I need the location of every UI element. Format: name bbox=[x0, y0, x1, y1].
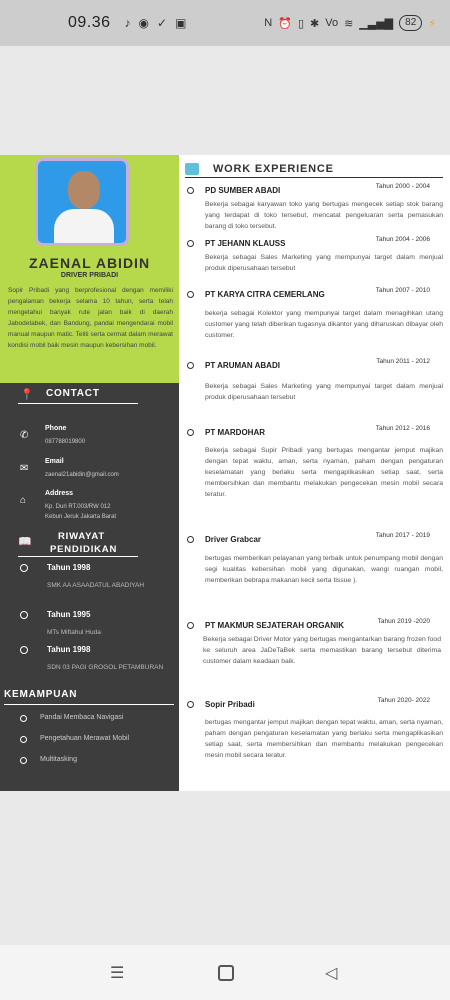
job-entry bbox=[179, 236, 450, 274]
timeline-dot-icon bbox=[187, 536, 194, 543]
status-time: 09.36 bbox=[68, 14, 111, 31]
bullet-icon bbox=[20, 611, 28, 619]
contact-title: CONTACT bbox=[46, 388, 100, 399]
briefcase-icon bbox=[185, 163, 199, 175]
spotify-icon: ◉ bbox=[138, 16, 150, 30]
phone-label: Phone bbox=[45, 425, 67, 432]
alarm-icon: ⏰ bbox=[278, 17, 292, 30]
job-company: Driver Grabcar bbox=[205, 535, 262, 544]
tiktok-icon: ♪ bbox=[124, 16, 131, 30]
job-entry bbox=[179, 532, 450, 595]
job-company: PT JEHANN KLAUSS bbox=[205, 239, 286, 248]
signal-icon: ▁▃▅▇ bbox=[359, 17, 394, 30]
resume-document[interactable] bbox=[0, 155, 450, 791]
phone-icon: ✆ bbox=[20, 430, 29, 441]
system-nav-bar bbox=[0, 945, 450, 1000]
education-year: Tahun 1998 bbox=[47, 645, 91, 654]
pin-icon: 📍 bbox=[20, 389, 34, 401]
job-company: Sopir Pribadi bbox=[205, 700, 255, 709]
email-value: zaenal21abidin@gmail.com bbox=[45, 472, 119, 478]
job-description: Bekerja sebagai Sales Marketing yang mempunyai target dalam menjual produk diperusahaan tersebut bbox=[205, 383, 443, 401]
job-company: PT MARDOHAR bbox=[205, 428, 265, 437]
notification-icons bbox=[125, 16, 187, 30]
skills-divider bbox=[4, 704, 174, 705]
candidate-role: DRIVER PRIBADI bbox=[60, 272, 119, 279]
timeline-dot-icon bbox=[187, 187, 194, 194]
book-icon: 📖 bbox=[18, 536, 32, 548]
menu-icon[interactable]: ☰ bbox=[110, 965, 125, 982]
job-period: Tahun 2012 - 2016 bbox=[375, 425, 430, 432]
wifi-icon: ≋ bbox=[344, 17, 354, 30]
contact-email bbox=[20, 458, 170, 478]
bullet-icon bbox=[20, 715, 27, 722]
job-company: PT MAKMUR SEJATERAH ORGANIK bbox=[205, 621, 344, 630]
battery-level: 82 bbox=[405, 17, 417, 28]
skills-title: KEMAMPUAN bbox=[4, 689, 78, 700]
bullet-icon bbox=[20, 757, 27, 764]
vibrate-icon: ▯ bbox=[297, 17, 304, 30]
education-item bbox=[20, 610, 175, 634]
education-item bbox=[20, 645, 175, 681]
address-line2: Kebun Jeruk Jakarta Barat bbox=[45, 514, 117, 520]
job-description: bekerja sebagai Kolektor yang mempunyai target dalam menagihkan utang customer yang telah diberikan tugasnya dikantor yang diharuskan dibayar oleh customer. bbox=[205, 310, 443, 339]
contact-phone bbox=[20, 425, 170, 445]
timeline-dot-icon bbox=[187, 362, 194, 369]
bullet-icon bbox=[20, 736, 27, 743]
address-line1: Kp. Duri RT.003/RW 012 bbox=[45, 504, 111, 510]
job-description: bertugas mengantar jemput majikan dengan tepat waktu, aman, serta nyaman, paham dengan pengaturan keselamatan yang berlaku serta mengaplikasikan setiap saat, serta membersihkan dan membantu melakukan pengecekan mesin mobil secara teratur. bbox=[205, 719, 443, 759]
bullet-icon bbox=[20, 564, 28, 572]
job-period: Tahun 2000 - 2004 bbox=[375, 183, 430, 190]
job-description: Bekerja sebagai Sales Marketing yang mempunyai target dalam menjual produk diperusahaan tersebut bbox=[205, 254, 443, 272]
profile-summary: Sopir Pribadi yang berprofesional dengan memiliki pengalaman bekerja selama 10 tahun, serta telah mengetahui banyak rute jalan baik di daerah Jabodetabek, dan Bandung, pandai mengendarai mobil manual maupun matic. Teliti serta cermat dalam merawat kondisi mobil baik mesin maupun kebersihan mobil. bbox=[8, 287, 173, 349]
job-entry bbox=[179, 697, 450, 780]
bluetooth-icon: ✱ bbox=[310, 17, 320, 30]
job-period: Tahun 2019 -2020 bbox=[377, 618, 430, 625]
home-address-icon: ⌂ bbox=[20, 495, 27, 506]
job-entry bbox=[179, 358, 450, 401]
job-period: Tahun 2004 - 2006 bbox=[375, 236, 430, 243]
contact-address bbox=[20, 490, 170, 520]
skill-text: Multitasking bbox=[40, 756, 77, 763]
work-divider bbox=[185, 177, 443, 178]
job-company: PT ARUMAN ABADI bbox=[205, 361, 280, 370]
job-period: Tahun 2017 - 2019 bbox=[375, 532, 430, 539]
email-label: Email bbox=[45, 458, 64, 465]
app-icon: ▣ bbox=[175, 16, 187, 30]
job-entry bbox=[179, 183, 450, 231]
job-entry bbox=[179, 287, 450, 340]
education-title-line1: RIWAYAT bbox=[58, 531, 105, 542]
education-divider bbox=[18, 556, 138, 557]
system-icons bbox=[264, 15, 436, 31]
job-description: Bekerja sebagai Driver Motor yang bertugas mengantarkan barang frozen food ke seluruh area JaDeTaBek serta memastikan barang tersebut diterima customer dalam keadaan baik. bbox=[203, 636, 441, 665]
timeline-dot-icon bbox=[187, 240, 194, 247]
timeline-dot-icon bbox=[187, 429, 194, 436]
email-icon: ✉ bbox=[20, 463, 29, 474]
battery-icon bbox=[399, 15, 422, 31]
job-description: bertugas memberikan pelayanan yang terbaik untuk penumpang mobil dengan segi kualitas kebersihan mobil yang digunakan, wangi ruangan mobil, memberikan bebrapa makanan kecil serta tissue ). bbox=[205, 555, 443, 584]
job-company: PT KARYA CITRA CEMERLANG bbox=[205, 290, 325, 299]
education-item bbox=[20, 563, 175, 599]
job-period: Tahun 2007 - 2010 bbox=[375, 287, 430, 294]
bullet-icon bbox=[20, 646, 28, 654]
job-company: PD SUMBER ABADI bbox=[205, 186, 281, 195]
education-school: SDN 03 PAGI GROGOL PETAMBURAN bbox=[47, 664, 164, 671]
job-entry bbox=[179, 425, 450, 508]
profile-photo bbox=[35, 158, 129, 246]
address-label: Address bbox=[45, 490, 74, 497]
timeline-dot-icon bbox=[187, 291, 194, 298]
skill-text: Pandai Membaca Navigasi bbox=[40, 714, 124, 721]
timeline-dot-icon bbox=[187, 701, 194, 708]
profile-section bbox=[0, 155, 179, 383]
job-entry bbox=[179, 618, 450, 681]
education-year: Tahun 1995 bbox=[47, 610, 91, 619]
skill-text: Pengetahuan Merawat Mobil bbox=[40, 735, 130, 742]
nfc-icon: N bbox=[264, 17, 273, 29]
volte-icon: Vo bbox=[325, 17, 339, 29]
contact-divider bbox=[18, 403, 138, 404]
right-column bbox=[179, 155, 450, 791]
status-bar bbox=[0, 0, 450, 46]
education-year: Tahun 1998 bbox=[47, 563, 91, 572]
charging-icon: ⚡ bbox=[428, 17, 436, 30]
timeline-dot-icon bbox=[187, 622, 194, 629]
back-icon[interactable]: ◁ bbox=[325, 965, 338, 982]
job-period: Tahun 2020- 2022 bbox=[377, 697, 430, 704]
job-description: Bekerja sebagai Supir Pribadi yang bertugas mengantar jemput majikan dengan tepat waktu, aman, serta nyaman, paham dengan pengaturan keselamatan yang berlaku serta mengaplikasikan setiap saat, serta membersihkan dan membantu melakukan pengecekan mesin mobil secara teratur. bbox=[205, 447, 443, 498]
phone-value: 087788019800 bbox=[45, 439, 86, 445]
education-school: MTs Miftahul Huda bbox=[47, 629, 101, 636]
candidate-name: ZAENAL ABIDIN bbox=[28, 255, 151, 271]
job-description: Bekerja sebagai karyawan toko yang bertugas mengecek setiap stok barang yang terdapat di toko tersebut, mencatat pengeluaran serta pemasukan barang di toko tersebut. bbox=[205, 201, 443, 230]
home-icon[interactable] bbox=[218, 965, 234, 981]
task-icon: ✓ bbox=[157, 16, 168, 30]
education-school: SMK AA ASAADATUL ABADIYAH bbox=[47, 582, 145, 589]
job-period: Tahun 2011 - 2012 bbox=[376, 358, 430, 365]
left-column bbox=[0, 155, 179, 791]
education-title-line2: PENDIDIKAN bbox=[50, 544, 118, 555]
work-experience-title: WORK EXPERIENCE bbox=[213, 163, 334, 175]
